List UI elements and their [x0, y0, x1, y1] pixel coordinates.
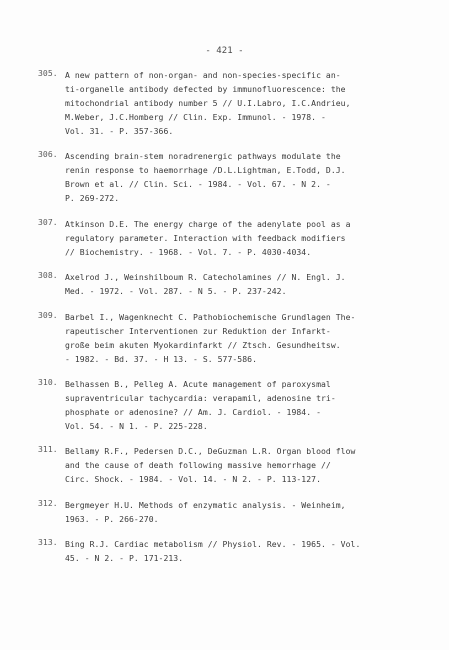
reference-line: Atkinson D.E. The energy charge of the adenylate pool as a	[65, 218, 351, 229]
reference-line: P. 269-272.	[65, 193, 120, 204]
reference-number: 310.	[38, 376, 58, 387]
reference-line: Belhassen B., Pelleg A. Acute management of paroxysmal	[65, 378, 331, 389]
reference-line: renin response to haemorrhage /D.L.Lightman, E.Todd, D.J.	[65, 165, 346, 176]
reference-entry	[38, 537, 438, 565]
reference-line: Vol. 54. - N 1. - P. 225-228.	[65, 420, 208, 431]
reference-line: mitochondrial antibody number 5 // U.I.Labro, I.C.Andrieu,	[65, 98, 351, 108]
reference-line: ti-organelle antibody defected by immunofluorescence: the	[65, 84, 346, 94]
reference-number: 305.	[38, 68, 58, 78]
reference-entry	[38, 149, 438, 205]
reference-list	[38, 68, 438, 577]
reference-line: Barbel I., Wagenknecht C. Pathobiochemische Grundlagen The-	[65, 311, 356, 322]
reference-line: Brown et al. // Clin. Sci. - 1984. - Vol. 67. - N 2. -	[65, 179, 331, 190]
reference-line: M.Weber, J.C.Homberg // Clin. Exp. Immunol. - 1978. -	[65, 112, 326, 122]
reference-line: Axelrod J., Weinshilboum R. Catecholamines // N. Engl. J.	[65, 272, 346, 283]
reference-line: regulatory parameter. Interaction with feedback modifiers	[65, 232, 346, 243]
reference-number: 307.	[38, 216, 58, 227]
reference-number: 311.	[38, 444, 58, 455]
reference-number: 313.	[38, 537, 58, 548]
reference-number: 312.	[38, 497, 58, 508]
reference-line: - 1982. - Bd. 37. - H 13. - S. 577-586.	[65, 353, 257, 364]
reference-line: phosphate or adenosine? // Am. J. Cardiol. - 1984. -	[65, 406, 321, 417]
reference-entry	[38, 377, 438, 433]
reference-line: supraventricular tachycardia: verapamil, adenosine tri-	[65, 392, 336, 403]
reference-line: Ascending brain-stem noradrenergic pathways modulate the	[65, 151, 341, 162]
reference-line: 45. - N 2. - P. 171-213.	[65, 553, 184, 564]
reference-entry	[38, 68, 438, 138]
reference-number: 308.	[38, 270, 58, 281]
reference-line: Circ. Shock. - 1984. - Vol. 14. - N 2. - P. 113-127.	[65, 474, 321, 485]
reference-number: 309.	[38, 309, 58, 320]
reference-line: rapeutischer Interventionen zur Reduktion der Infarkt-	[65, 325, 331, 336]
reference-entry	[38, 444, 438, 486]
reference-line: Bing R.J. Cardiac metabolism // Physiol. Rev. - 1965. - Vol.	[65, 539, 361, 550]
reference-entry	[38, 270, 438, 298]
reference-line: große beim akuten Myokardinfarkt // Ztsch. Gesundheitsw.	[65, 339, 341, 350]
reference-entry	[38, 498, 438, 526]
reference-line: 1963. - P. 266-270.	[65, 513, 159, 524]
reference-line: Bellamy R.F., Pedersen D.C., DeGuzman L.R. Organ blood flow	[65, 446, 356, 457]
reference-line: Med. - 1972. - Vol. 287. - N 5. - P. 237-242.	[65, 286, 287, 297]
reference-number: 306.	[38, 149, 58, 160]
reference-entry	[38, 310, 438, 366]
reference-line: A new pattern of non-organ- and non-species-specific an-	[65, 70, 341, 80]
page-number: - 421 -	[205, 46, 244, 56]
reference-line: // Biochemistry. - 1968. - Vol. 7. - P. 4030-4034.	[65, 246, 312, 257]
reference-entry	[38, 217, 438, 259]
reference-line: Bergmeyer H.U. Methods of enzymatic analysis. - Weinheim,	[65, 499, 346, 510]
reference-line: and the cause of death following massive hemorrhage //	[65, 460, 331, 471]
reference-line: Vol. 31. - P. 357-366.	[65, 126, 174, 136]
